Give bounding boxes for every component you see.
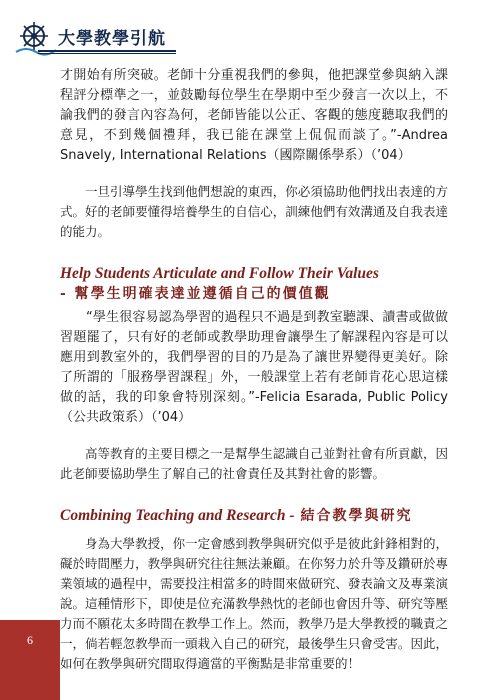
intro-explanation: 一旦引導學生找到他們想說的東西，你必須協助他們找出表達的方式。好的老師要懂得培養學生的自信心，訓練他們有效溝通及自我表達的能力。: [60, 184, 448, 239]
intro-quote: 才開始有所突破。老師十分重視我們的參與，他把課堂參與納入課程評分標準之一，並鼓勵每位學生在學期中至少發言一次以上，不論我們的發言內容為何，老師皆能以公正、客觀的態度聽取我們的意見，不到幾個禮拜，我已能在課堂上侃侃而談了。”-Andrea Snavely, International Relations（國際關係學系）（’04）: [60, 68, 448, 163]
section-1-quote: “學生很容易認為學習的過程只不過是到教室聽課、讀書或做做習題罷了，只有好的老師或教學助理會讓學生了解課程內容是可以應用到教室外的，我們學習的目的乃是為了讓世界變得更美好。除了所謂的「服務學習課程」外，一般課堂上若有老師肯花心思這樣做的話，我的印象會特別深刻。”-Felicia Esarada, Public Policy（公共政策系）（’04）: [60, 310, 448, 425]
page-number-tab: [0, 620, 60, 700]
section-2-title-zh: 結合教學與研究: [300, 508, 413, 524]
section-1-heading: [60, 264, 448, 304]
page-content: [60, 66, 448, 674]
header-rule: [38, 50, 176, 52]
header-rule-thin: [38, 53, 176, 54]
header-title: 大學教學引航: [58, 29, 166, 49]
section-1-title-zh: - 幫學生明確表達並遵循自己的價值觀: [60, 286, 331, 302]
section-2-heading: [60, 506, 448, 526]
section-1-explanation: 高等教育的主要目標之一是幫學生認識自己並對社會有所貢獻，因此老師要協助學生了解自己的社會責任及其對社會的影響。: [60, 446, 448, 481]
page-number: 6: [27, 633, 33, 647]
section-2-body: 身為大學教授，你一定會感到教學與研究似乎是彼此針鋒相對的，礙於時間壓力，教學與研究往往無法兼顧。在你努力於升等及鑽研於專業領域的過程中，需要投注相當多的時間來做研究、發表論文及專業演說。這種情形下，即使是位充滿教學熱忱的老師也會因升等、研究等壓力而不願花太多時間在教學工作上。然而，教學乃是大學教授的職責之一，倘若輕忽教學而一頭栽入自己的研究，最後學生只會受害。因此，如何在教學與研究間取得適當的平衡點是非常重要的！: [60, 536, 448, 671]
section-2-title-en: Combining Teaching and Research -: [60, 507, 295, 524]
page-header: [0, 0, 500, 70]
section-1-title-en: Help Students Articulate and Follow Their Values: [60, 265, 379, 282]
